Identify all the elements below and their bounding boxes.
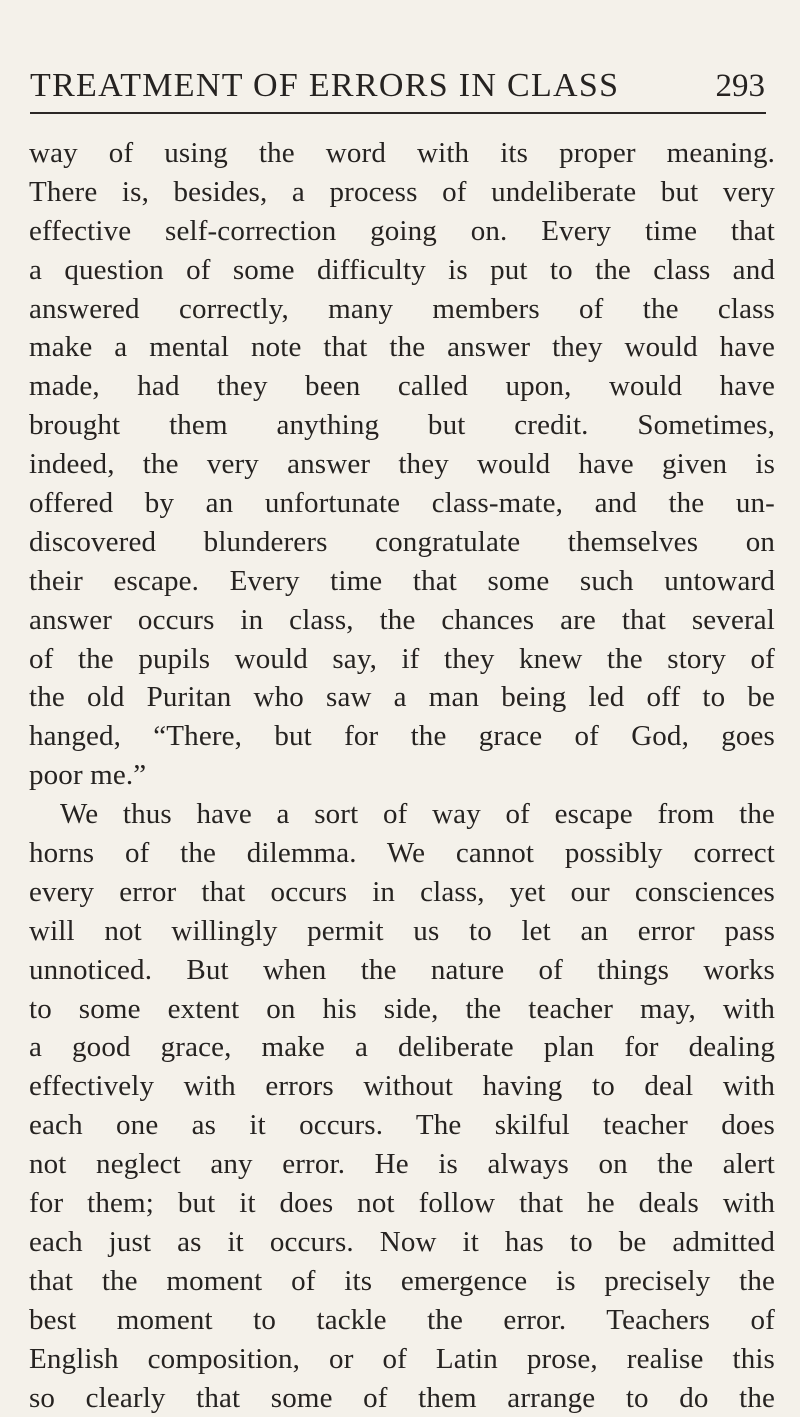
text-line: effectively with errors without having to deal with (29, 1067, 775, 1106)
text-line: will not willingly permit us to let an error pass (29, 912, 775, 951)
paragraph-start-line: We thus have a sort of way of escape from the (29, 795, 775, 834)
text-line: their escape. Every time that some such untoward (29, 562, 775, 601)
text-line: to some extent on his side, the teacher may, with (29, 990, 775, 1029)
running-head (30, 66, 775, 110)
text-line: not neglect any error. He is always on the alert (29, 1145, 775, 1184)
text-line: made, had they been called upon, would have (29, 367, 775, 406)
text-line: that the moment of its emergence is precisely the (29, 1262, 775, 1301)
text-line: make a mental note that the answer they would have (29, 328, 775, 367)
text-line: offered by an unfortunate class-mate, and the un- (29, 484, 775, 523)
text-line: each one as it occurs. The skilful teacher does (29, 1106, 775, 1145)
paragraph-end-line: poor me.” (29, 756, 775, 795)
running-title: TREATMENT OF ERRORS IN CLASS (30, 66, 619, 106)
text-line: best moment to tackle the error. Teachers of (29, 1301, 775, 1340)
text-line: English composition, or of Latin prose, realise this (29, 1340, 775, 1379)
text-line: effective self-correction going on. Every time that (29, 212, 775, 251)
text-line: a good grace, make a deliberate plan for dealing (29, 1028, 775, 1067)
body-text (29, 134, 775, 1417)
header-rule (30, 112, 766, 114)
text-line: indeed, the very answer they would have given is (29, 445, 775, 484)
text-line: each just as it occurs. Now it has to be admitted (29, 1223, 775, 1262)
text-line: for them; but it does not follow that he deals with (29, 1184, 775, 1223)
text-line: answer occurs in class, the chances are that several (29, 601, 775, 640)
text-line: so clearly that some of them arrange to do the (29, 1379, 775, 1417)
text-line: the old Puritan who saw a man being led off to be (29, 678, 775, 717)
text-line: every error that occurs in class, yet our consciences (29, 873, 775, 912)
text-line: a question of some difficulty is put to the class and (29, 251, 775, 290)
text-line: hanged, “There, but for the grace of God, goes (29, 717, 775, 756)
text-line: of the pupils would say, if they knew the story of (29, 640, 775, 679)
text-line: unnoticed. But when the nature of things works (29, 951, 775, 990)
text-line: answered correctly, many members of the class (29, 290, 775, 329)
text-line: brought them anything but credit. Sometimes, (29, 406, 775, 445)
text-line: There is, besides, a process of undeliberate but very (29, 173, 775, 212)
text-line: horns of the dilemma. We cannot possibly correct (29, 834, 775, 873)
text-line: way of using the word with its proper meaning. (29, 134, 775, 173)
page-number: 293 (716, 66, 766, 106)
text-line: discovered blunderers congratulate themselves on (29, 523, 775, 562)
